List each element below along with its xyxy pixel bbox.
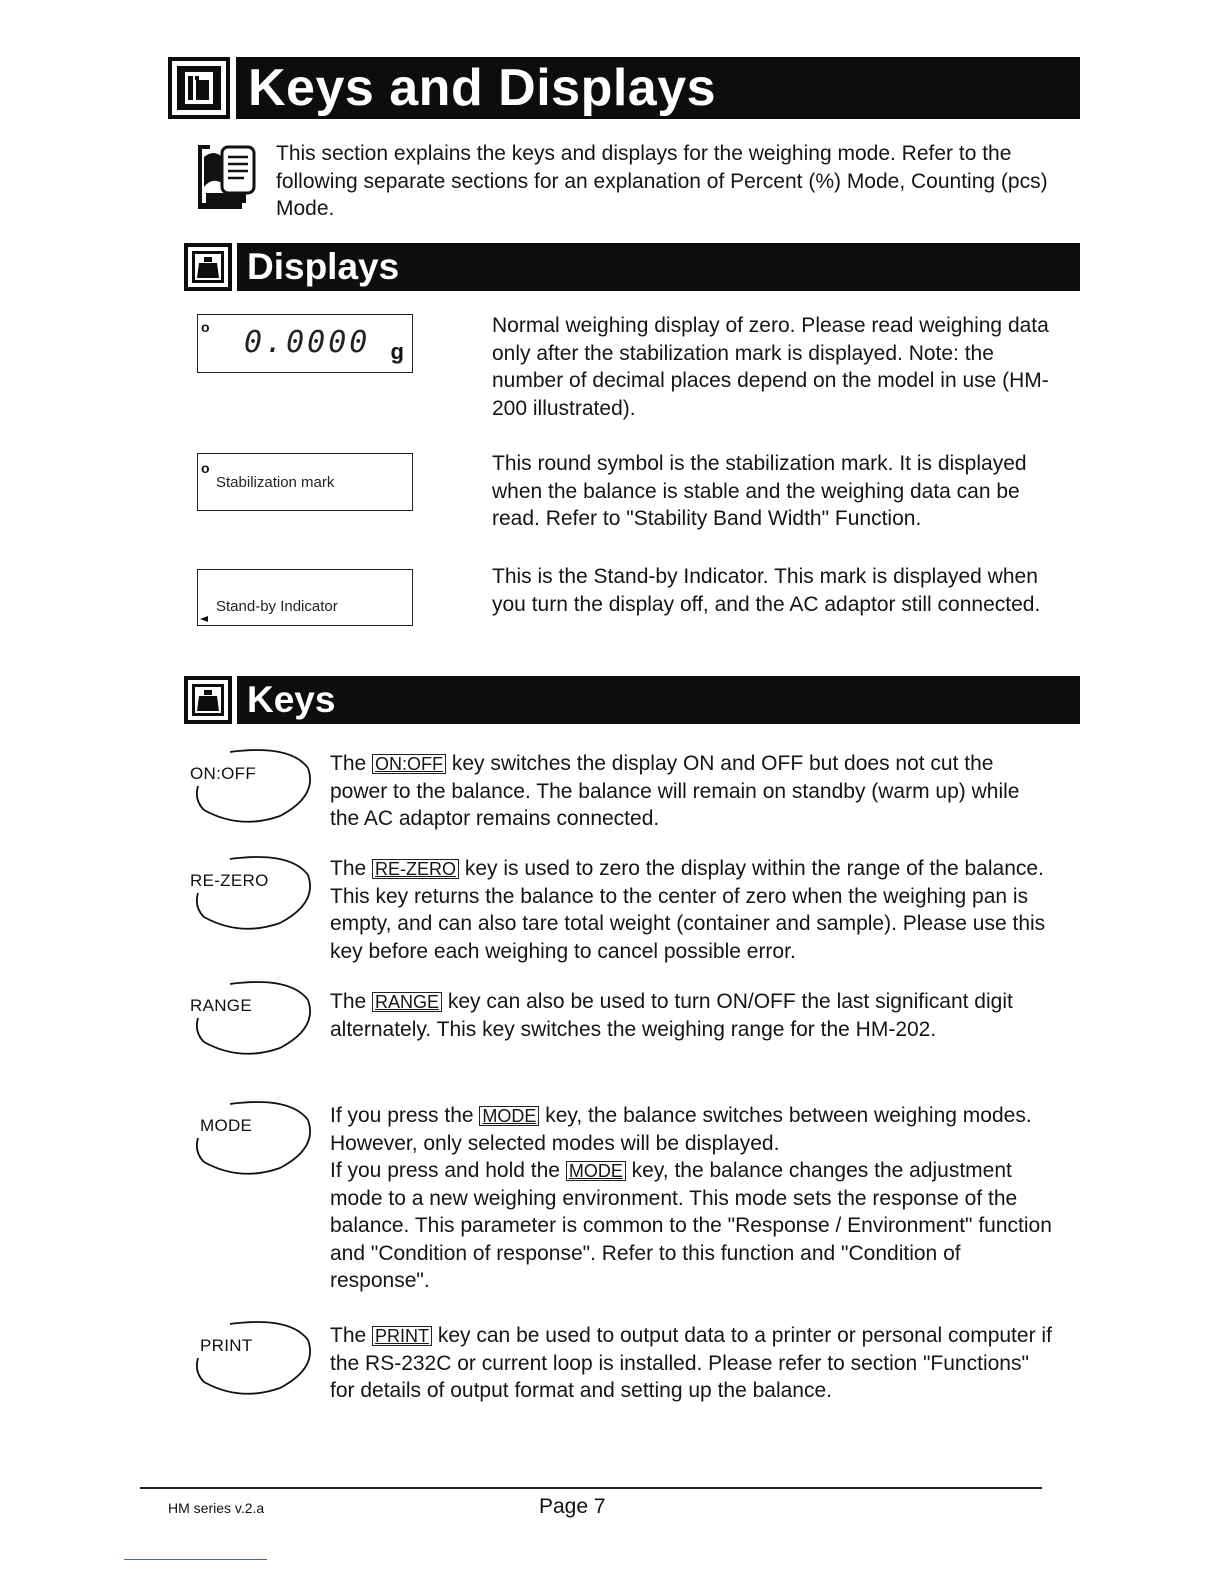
mode-key-description: If you press the MODE key, the balance switches between weighing modes. However, only selected modes will be displayed. If you press and hold the MODE key, the balance changes the adjustment mode to a new weighing environment. This mode sets the response of the balance. This parameter is common to the "Response / Environment" function and "Condition of response". Refer to this function and "Condition of response". — [330, 1104, 1052, 1292]
range-key-description: The RANGE key can also be used to turn ON/OFF the last significant digit alternately. This key switches the weighing range for the HM-202. — [330, 990, 1013, 1041]
intro-paragraph: This section explains the keys and displays for the weighing mode. Refer to the following separate sections for an explanation of Percent (%) Mode, Counting (pcs) Mode. — [276, 142, 1048, 220]
mode-key-label: MODE — [200, 1116, 253, 1135]
re-zero-key-label: RE-ZERO — [190, 871, 269, 890]
footer-version: HM series v.2.a — [168, 1500, 265, 1516]
mode-key-ref: MODE — [479, 1106, 539, 1126]
displays-title: Displays — [247, 246, 400, 287]
range-key-ref: RANGE — [372, 992, 442, 1012]
range-key-icon — [190, 978, 320, 1058]
zero-display-description: Normal weighing display of zero. Please read weighing data only after the stabilization mark is displayed. Note: the number of decimal places depend on the model in use (HM-200 illustrated). — [492, 314, 1049, 420]
print-key-ref: PRINT — [372, 1326, 432, 1346]
footer-divider — [140, 1487, 1042, 1489]
standby-label: Stand-by Indicator — [216, 598, 338, 615]
keys-section-bar — [184, 676, 1080, 724]
mode-key-icon — [190, 1098, 320, 1178]
display-digits: 0.0000 — [244, 325, 371, 360]
on-off-key-description: The ON:OFF key switches the display ON and OFF but does not cut the power to the balance. The balance will remain on standby (warm up) while the AC adaptor remains connected. — [330, 752, 1020, 830]
print-key-icon — [190, 1318, 320, 1398]
info-icon — [168, 57, 230, 119]
range-key-label: RANGE — [190, 996, 252, 1015]
print-key-label: PRINT — [200, 1336, 253, 1355]
re-zero-key-description: The RE-ZERO key is used to zero the display within the range of the balance. This key returns the balance to the center of zero when the weighing pan is empty, and can also tare total weight (container and sample). Please use this key before each weighing to cancel possible error. — [330, 857, 1046, 963]
on-off-key-label: ON:OFF — [190, 764, 257, 783]
weight-icon — [184, 676, 232, 724]
stabilization-display-illustration — [197, 453, 413, 511]
re-zero-key-ref: RE-ZERO — [372, 859, 459, 879]
page-number: Page 7 — [539, 1495, 606, 1518]
section-header-bar — [168, 57, 1080, 119]
bottom-divider — [124, 1559, 267, 1560]
weight-icon — [184, 243, 232, 291]
note-icon — [196, 143, 258, 209]
zero-display-illustration — [197, 314, 413, 373]
stabilization-symbol: o — [201, 460, 210, 476]
standby-display-illustration — [197, 569, 413, 626]
mode-key-ref-2: MODE — [566, 1161, 626, 1181]
page-title: Keys and Displays — [248, 59, 717, 117]
stabilization-label: Stabilization mark — [216, 474, 335, 491]
stabilization-description: This round symbol is the stabilization mark. It is displayed when the balance is stable and the weighing data can be read. Refer to "Stability Band Width" Function. — [492, 452, 1027, 530]
standby-arrow-icon — [200, 616, 208, 622]
stabilization-symbol: o — [201, 319, 210, 335]
on-off-key-ref: ON:OFF — [372, 754, 446, 774]
re-zero-key-icon — [190, 853, 320, 933]
keys-title: Keys — [247, 679, 336, 720]
standby-description: This is the Stand-by Indicator. This mark is displayed when you turn the display off, and the AC adaptor still connected. — [492, 565, 1041, 616]
displays-section-bar — [184, 243, 1080, 291]
display-unit: g — [390, 339, 404, 364]
on-off-key-icon — [190, 746, 320, 826]
print-key-description: The PRINT key can be used to output data to a printer or personal computer if the RS-232C or current loop is installed. Please refer to section "Functions" for details of output format and setting up the balance. — [330, 1324, 1052, 1402]
